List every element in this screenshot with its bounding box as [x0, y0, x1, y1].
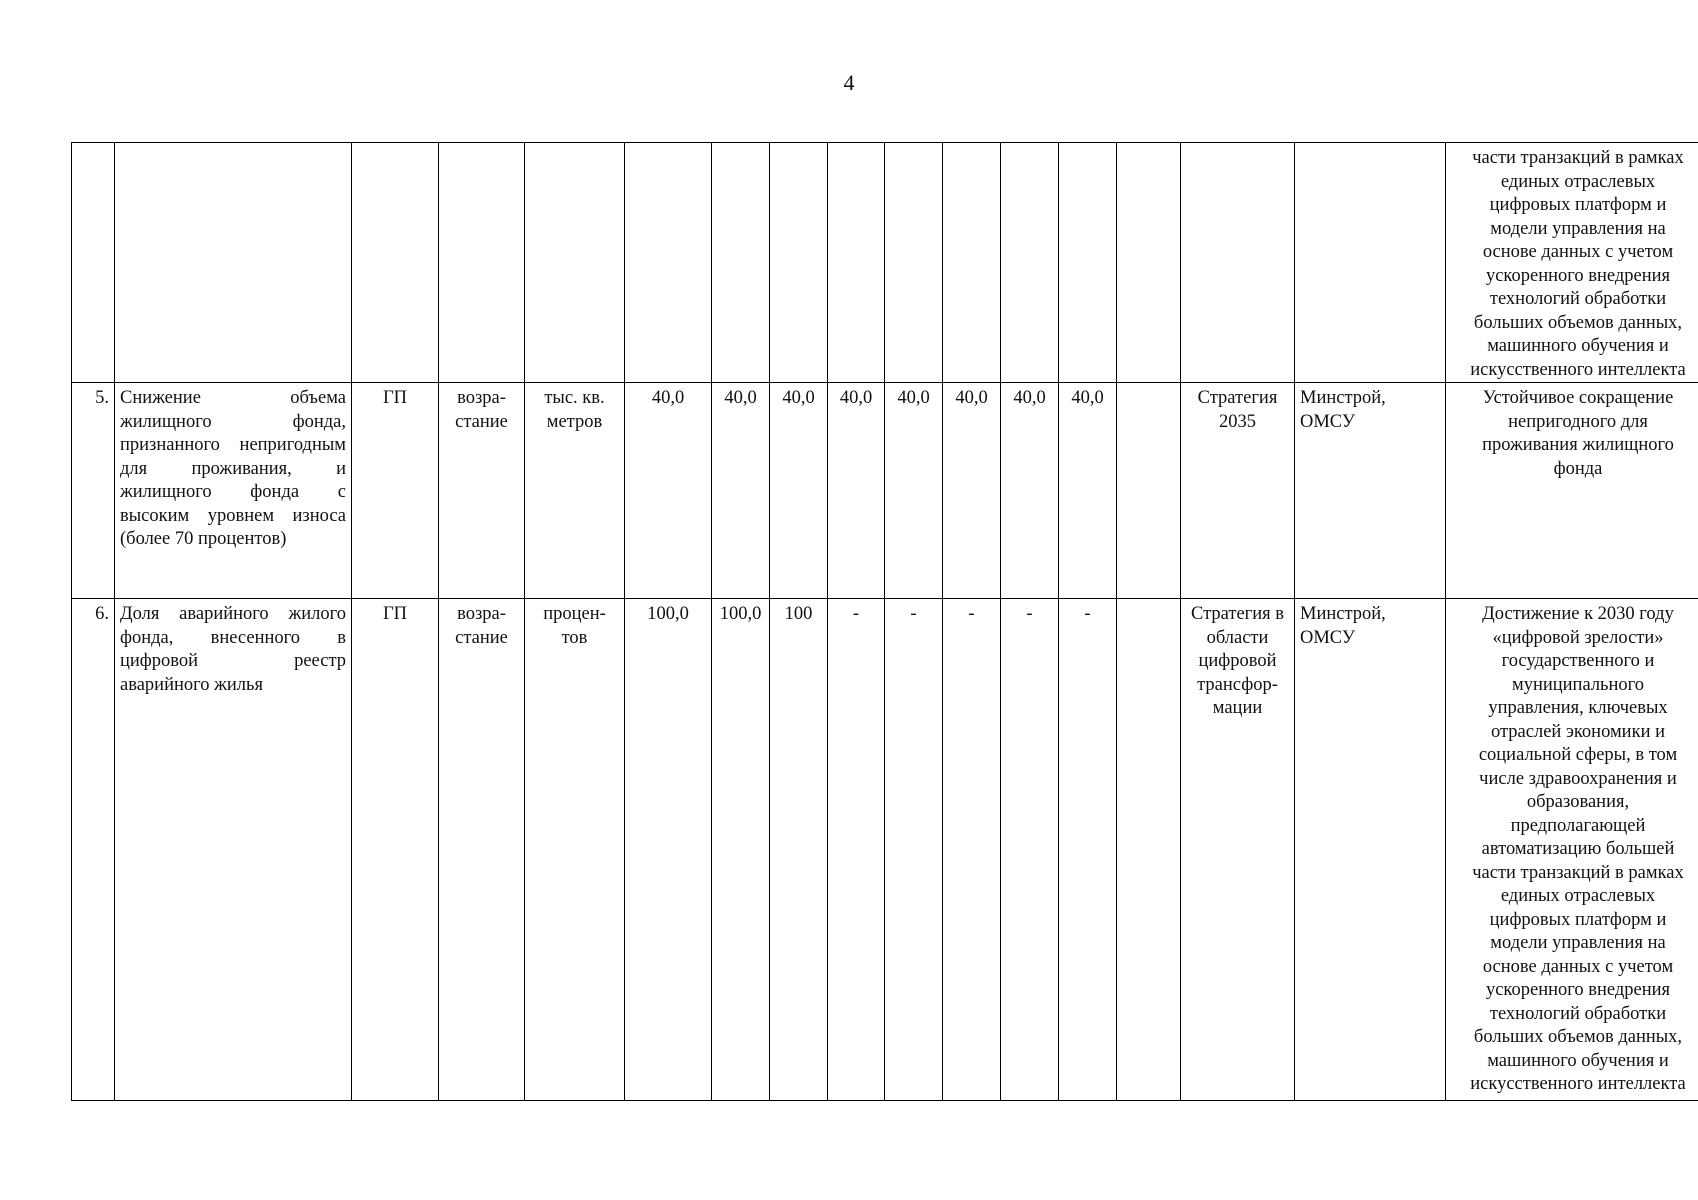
trend-cell: возра- стание [439, 599, 525, 1101]
value-cell [1001, 143, 1059, 383]
base-value [625, 143, 712, 383]
responsible-cell: Минстрой, ОМСУ [1295, 599, 1446, 1101]
value-cell: 40,0 [1059, 383, 1117, 599]
table-row [72, 383, 1698, 599]
base-value: 100,0 [625, 599, 712, 1101]
level-cell: ГП [352, 599, 439, 1101]
unit-cell: процен- тов [525, 599, 625, 1101]
value-cell [712, 143, 770, 383]
value-cell: - [1001, 599, 1059, 1101]
unit-cell: тыс. кв. метров [525, 383, 625, 599]
value-cell [770, 143, 828, 383]
value-cell: - [1059, 599, 1117, 1101]
value-cell: - [943, 599, 1001, 1101]
indicator-name: Снижение объема жилищного фонда, признанного непригодным для проживания, и жилищного фонда с высоким уровнем износа (более 70 процентов) [115, 383, 352, 599]
page-number: 4 [843, 70, 855, 95]
value-cell [943, 143, 1001, 383]
trend-cell: возра- стание [439, 383, 525, 599]
value-cell: - [885, 599, 943, 1101]
value-cell: 40,0 [885, 383, 943, 599]
level-cell: ГП [352, 383, 439, 599]
value-cell [1117, 599, 1181, 1101]
document-cell: Стратегия в области цифровой трансфор- мации [1181, 599, 1295, 1101]
responsible-cell: Минстрой, ОМСУ [1295, 383, 1446, 599]
table-row [72, 143, 1698, 383]
unit-cell [525, 143, 625, 383]
document-cell [1181, 143, 1295, 383]
goal-cell: Достижение к 2030 году «цифровой зрелости» государственного и муниципального управления, ключевых отраслей экономики и социальной сферы, в том числе здравоохранения и образования, предполагающей автоматизацию большей части транзакций в рамках единых отраслевых цифровых платформ и модели управления на основе данных с учетом ускоренного внедрения технологий обработки больших объемов данных, машинного обучения и искусственного интеллекта [1446, 599, 1698, 1101]
trend-cell [439, 143, 525, 383]
value-cell: 100 [770, 599, 828, 1101]
value-cell [1059, 143, 1117, 383]
row-number: 5. [72, 383, 115, 599]
value-cell [1117, 143, 1181, 383]
goal-cell: части транзакций в рамках единых отраслевых цифровых платформ и модели управления на основе данных с учетом ускоренного внедрения технологий обработки больших объемов данных, машинного обучения и искусственного интеллекта [1446, 143, 1698, 383]
table-row [72, 599, 1698, 1101]
indicator-name [115, 143, 352, 383]
value-cell [828, 143, 885, 383]
responsible-cell [1295, 143, 1446, 383]
row-number: 6. [72, 599, 115, 1101]
base-value: 40,0 [625, 383, 712, 599]
level-cell [352, 143, 439, 383]
value-cell: 40,0 [712, 383, 770, 599]
value-cell [1117, 383, 1181, 599]
value-cell: 40,0 [1001, 383, 1059, 599]
indicators-table [71, 142, 1698, 1101]
value-cell: 40,0 [770, 383, 828, 599]
value-cell [885, 143, 943, 383]
value-cell: - [828, 599, 885, 1101]
value-cell: 100,0 [712, 599, 770, 1101]
row-number [72, 143, 115, 383]
value-cell: 40,0 [828, 383, 885, 599]
document-cell: Стратегия 2035 [1181, 383, 1295, 599]
indicator-name: Доля аварийного жилого фонда, внесенного в цифровой реестр аварийного жилья [115, 599, 352, 1101]
goal-cell: Устойчивое сокращение непригодного для проживания жилищного фонда [1446, 383, 1698, 599]
value-cell: 40,0 [943, 383, 1001, 599]
